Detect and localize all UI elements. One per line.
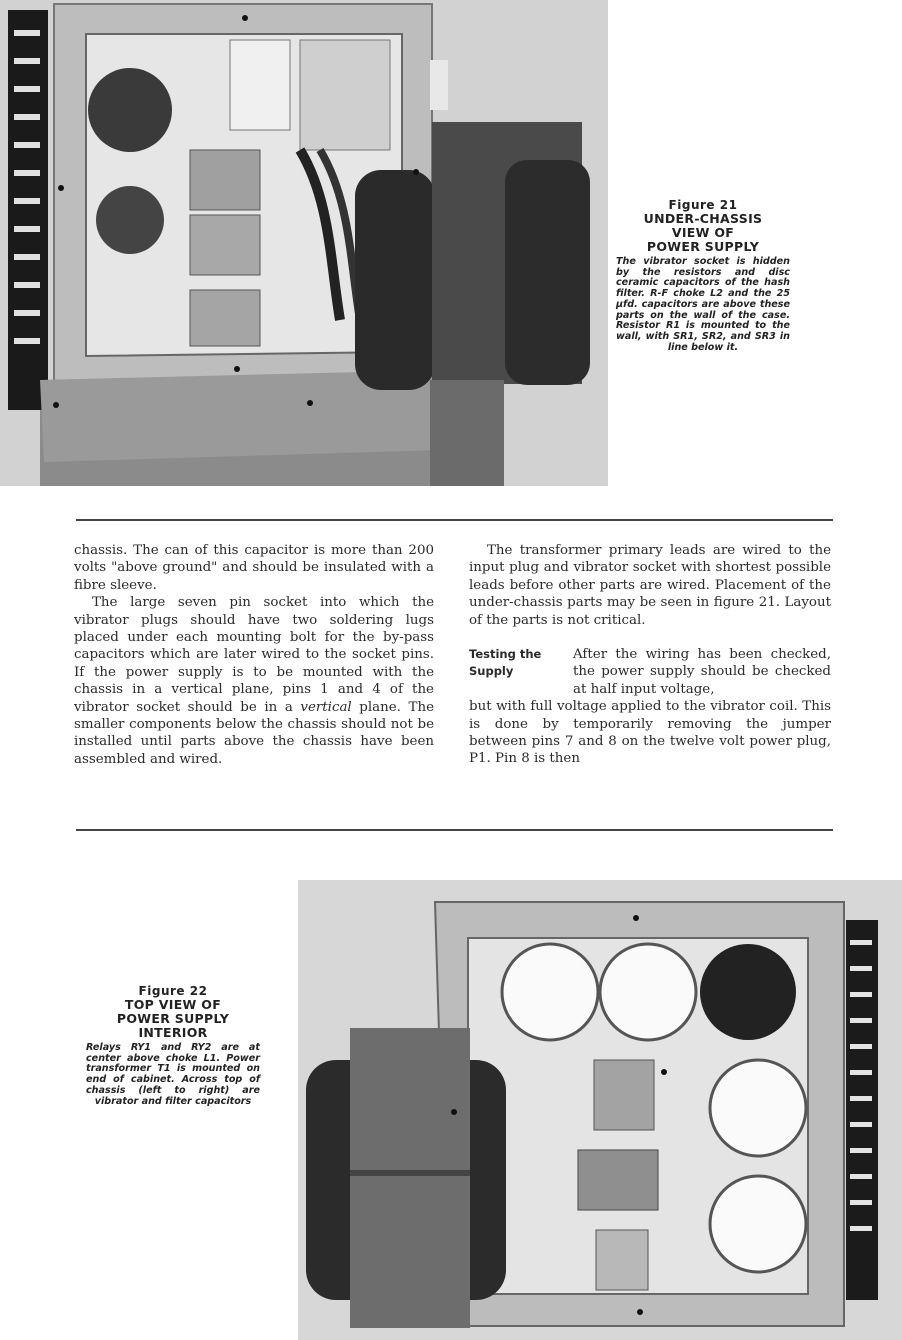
right-column: [469, 542, 831, 768]
figure-21-image: [0, 0, 608, 486]
side-head-line-1: Testing the: [469, 647, 542, 662]
figure-22-title-line-3: INTERIOR: [138, 1025, 208, 1040]
figure-21-caption: [616, 198, 790, 353]
figure-22-photo: [298, 880, 902, 1340]
side-head-line-2: Supply: [469, 664, 514, 679]
left-column: [74, 542, 434, 768]
figure-21-caption-text: The vibrator socket is hidden by the resistors and disc ceramic capacitors of the hash filter. R-F choke L2 and the 25 µfd. capacitors are above these parts on the wall of the case. Resistor R1 is mounted to the wall, with SR1, SR2, and SR3 in line below it.: [616, 256, 790, 353]
figure-22-number: Figure 22: [138, 984, 208, 998]
figure-22-caption: [86, 984, 260, 1107]
figure-21-title-line-3: POWER SUPPLY: [646, 239, 760, 254]
figure-21-number: Figure 21: [668, 198, 738, 212]
right-paragraph-1: The transformer primary leads are wired to the input plug and vibrator socket with shortest possible leads before other parts are wired. Placement of the under-chassis parts may be seen in figure 21. Layout of the parts is not critical.: [469, 543, 831, 628]
left-paragraph-2-emphasis: vertical: [300, 699, 352, 715]
side-head-testing: [469, 646, 569, 681]
figure-21-title-line-2: VIEW OF: [671, 225, 735, 240]
right-paragraph-2-lead: After the wiring has been checked, the power supply should be checked at half input voltage,: [573, 647, 831, 697]
right-paragraph-2-rest: but with full voltage applied to the vibrator coil. This is done by temporarily removing the jumper between pins 7 and 8 on the twelve volt power plug, P1. Pin 8 is then: [469, 699, 831, 767]
figure-21-photo: [0, 0, 608, 486]
figure-22-caption-text: Relays RY1 and RY2 are at center above choke L1. Power transformer T1 is mounted on end of cabinet. Across top of chassis (left to right) are vibrator and filter capacitors: [86, 1042, 260, 1107]
left-paragraph-2: [74, 594, 434, 768]
figure-22-title-line-2: POWER SUPPLY: [116, 1011, 230, 1026]
left-paragraph-2-a: The large seven pin socket into which the vibrator plugs should have two soldering lugs placed under each mounting bolt for the by-pass capacitors which are later wired to the socket pins. If the power supply is to be mounted with the chassis in a vertical plane, pins 1 and 4 of the vibrator socket should be in a: [74, 595, 434, 715]
section-rule-top: [76, 519, 833, 521]
testing-section: [469, 646, 831, 768]
left-paragraph-2-b: plane. The smaller components below the chassis should not be installed until parts above the chassis have been assembled and wired.: [74, 699, 434, 767]
section-rule-bottom: [76, 829, 833, 831]
figure-21-title-line-1: UNDER-CHASSIS: [643, 211, 763, 226]
left-paragraph-1: chassis. The can of this capacitor is more than 200 volts "above ground" and should be insulated with a fibre sleeve.: [74, 543, 434, 593]
figure-22-title-line-1: TOP VIEW OF: [124, 997, 222, 1012]
figure-22-image: [298, 880, 902, 1340]
